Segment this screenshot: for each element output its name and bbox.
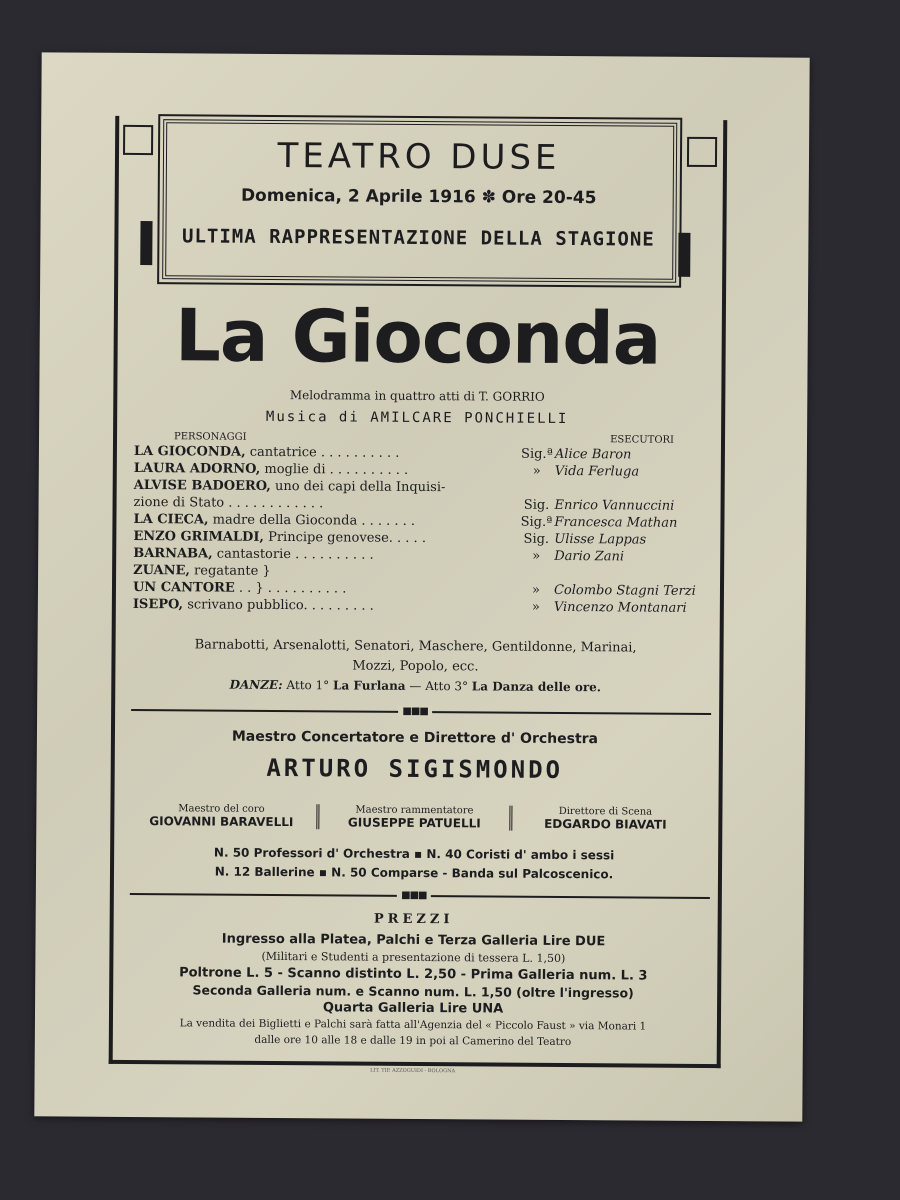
role <box>134 495 519 513</box>
staff-prompter <box>316 804 512 830</box>
staff-name: GIUSEPPE PATUELLI <box>347 815 481 831</box>
role <box>133 563 518 581</box>
music-credit: Musica di AMILCARE PONCHIELLI <box>265 408 569 428</box>
role <box>133 597 518 615</box>
staff-stage-director <box>510 806 700 832</box>
dances-label: DANZE: <box>229 677 283 693</box>
role-name: ALVISE BADOERO, <box>133 477 271 494</box>
price-line-3: Poltrone L. 5 - Scanno distinto L. 2,50 - Prima Galleria num. L. 3 <box>179 965 648 984</box>
performer: Ulisse Lappas <box>554 531 647 548</box>
sales-line-1: La vendita dei Biglietti e Palchi sarà fatta all'Agenzia del « Piccolo Faust » via Monari 1 <box>179 1017 647 1033</box>
role-name: ZUANE, <box>133 562 191 579</box>
role-name: BARNABA, <box>133 545 213 562</box>
role-description: scrivano pubblico. . . . . . . . . <box>183 597 374 614</box>
chorus-line-1: Barnabotti, Arsenalotti, Senatori, Maschere, Gentildonne, Marinai, <box>194 637 637 656</box>
performer: Francesca Mathan <box>554 514 678 531</box>
staff-chorus-master <box>126 803 316 829</box>
divider-ornament: ■■■ <box>398 706 431 717</box>
staff-name: EDGARDO BIAVATI <box>544 816 667 832</box>
opera-title: La Gioconda <box>174 293 661 381</box>
performer: Vincenzo Montanari <box>553 599 687 616</box>
role-description: cantatrice . . . . . . . . . . <box>245 444 400 461</box>
role-description: zione di Stato . . . . . . . . . . . . <box>133 494 324 512</box>
performer: Dario Zani <box>554 548 625 565</box>
role-description: moglie di . . . . . . . . . . <box>260 461 409 478</box>
divider-ornament: ■■■ <box>397 890 430 901</box>
staff-role: Maestro rammentatore <box>355 804 474 817</box>
dance-act1: Atto 1° <box>282 678 334 693</box>
performer: Alice Baron <box>554 446 632 463</box>
performer: Colombo Stagni Terzi <box>553 582 696 599</box>
printer-credit: LIT. TIP. AZZOGUIDI - BOLOGNA <box>370 1067 456 1075</box>
role <box>133 512 518 530</box>
dance-act3: — Atto 3° <box>405 678 472 694</box>
price-line-5: Quarta Galleria Lire UNA <box>322 1000 504 1017</box>
chorus-line-2: Mozzi, Popolo, ecc. <box>352 658 479 675</box>
role-description: uno dei capi della Inquisi- <box>270 478 446 496</box>
cast-list <box>133 429 734 617</box>
theatre-name: TEATRO DUSE <box>277 135 561 178</box>
price-line-2: (Militari e Studenti a presentazione di tessera L. 1,50) <box>261 949 566 966</box>
roles-header: PERSONAGGI <box>174 430 247 443</box>
role <box>134 461 519 479</box>
honorific: Sig.ª <box>521 446 553 462</box>
conductor-heading: Maestro Concertatore e Direttore d' Orchestra <box>231 728 599 748</box>
playbill-poster <box>34 52 809 1121</box>
staff-role: Maestro del coro <box>178 803 265 815</box>
role <box>133 580 518 598</box>
role-description: . . } . . . . . . . . . . <box>234 580 347 597</box>
role-name: LA GIOCONDA, <box>133 443 246 460</box>
prices-heading: PREZZI <box>373 911 454 928</box>
libretto-credit: Melodramma in quattro atti di T. GORRIO <box>289 388 545 404</box>
forces-line-2: N. 12 Ballerine ▪ N. 50 Comparse - Banda sul Palcoscenico. <box>214 864 614 882</box>
dance-name-2: La Danza delle ore. <box>471 679 602 695</box>
honorific: » <box>531 599 540 615</box>
role-name: UN CANTORE <box>132 579 235 596</box>
role <box>133 546 518 564</box>
staff-name: GIOVANNI BARAVELLI <box>149 814 294 830</box>
role <box>134 444 519 462</box>
role-name: LA CIECA, <box>133 511 209 528</box>
honorific: » <box>532 548 541 564</box>
role <box>133 529 518 547</box>
role-name: ISEPO, <box>132 596 184 613</box>
honorific: » <box>532 463 541 479</box>
performance-subtitle: ULTIMA RAPPRESENTAZIONE DELLA STAGIONE <box>182 225 655 251</box>
staff-role: Direttore di Scena <box>558 805 653 818</box>
performer: Enrico Vannuccini <box>554 497 675 514</box>
role <box>134 478 519 496</box>
performer: Vida Ferluga <box>554 463 640 480</box>
honorific: » <box>531 582 541 598</box>
sales-line-2: dalle ore 10 alle 18 e dalle 19 in poi al Camerino del Teatro <box>254 1033 572 1049</box>
performers-header: ESECUTORI <box>610 433 675 446</box>
role-name: ENZO GRIMALDI, <box>133 528 265 545</box>
price-line-1: Ingresso alla Platea, Palchi e Terza Galleria Lire DUE <box>221 931 606 950</box>
forces-line-1: N. 50 Professori d' Orchestra ▪ N. 40 Coristi d' ambo i sessi <box>213 845 615 863</box>
role-name: LAURA ADORNO, <box>133 460 261 477</box>
honorific: Sig. <box>523 497 550 513</box>
role-description: regatante } <box>189 563 271 579</box>
dance-name-1: La Furlana <box>332 678 406 693</box>
role-description: madre della Gioconda . . . . . . . <box>208 512 416 529</box>
price-line-4: Seconda Galleria num. e Scanno num. L. 1,50 (oltre l'ingresso) <box>192 982 634 1001</box>
role-description: cantastorie . . . . . . . . . . <box>212 546 374 563</box>
date-time: Domenica, 2 Aprile 1916 ✽ Ore 20-45 <box>240 185 597 209</box>
conductor-name: ARTURO SIGISMONDO <box>266 753 564 784</box>
honorific: Sig. <box>523 531 550 547</box>
role-description: Principe genovese. . . . . <box>263 529 427 547</box>
honorific: Sig.ª <box>520 514 553 530</box>
